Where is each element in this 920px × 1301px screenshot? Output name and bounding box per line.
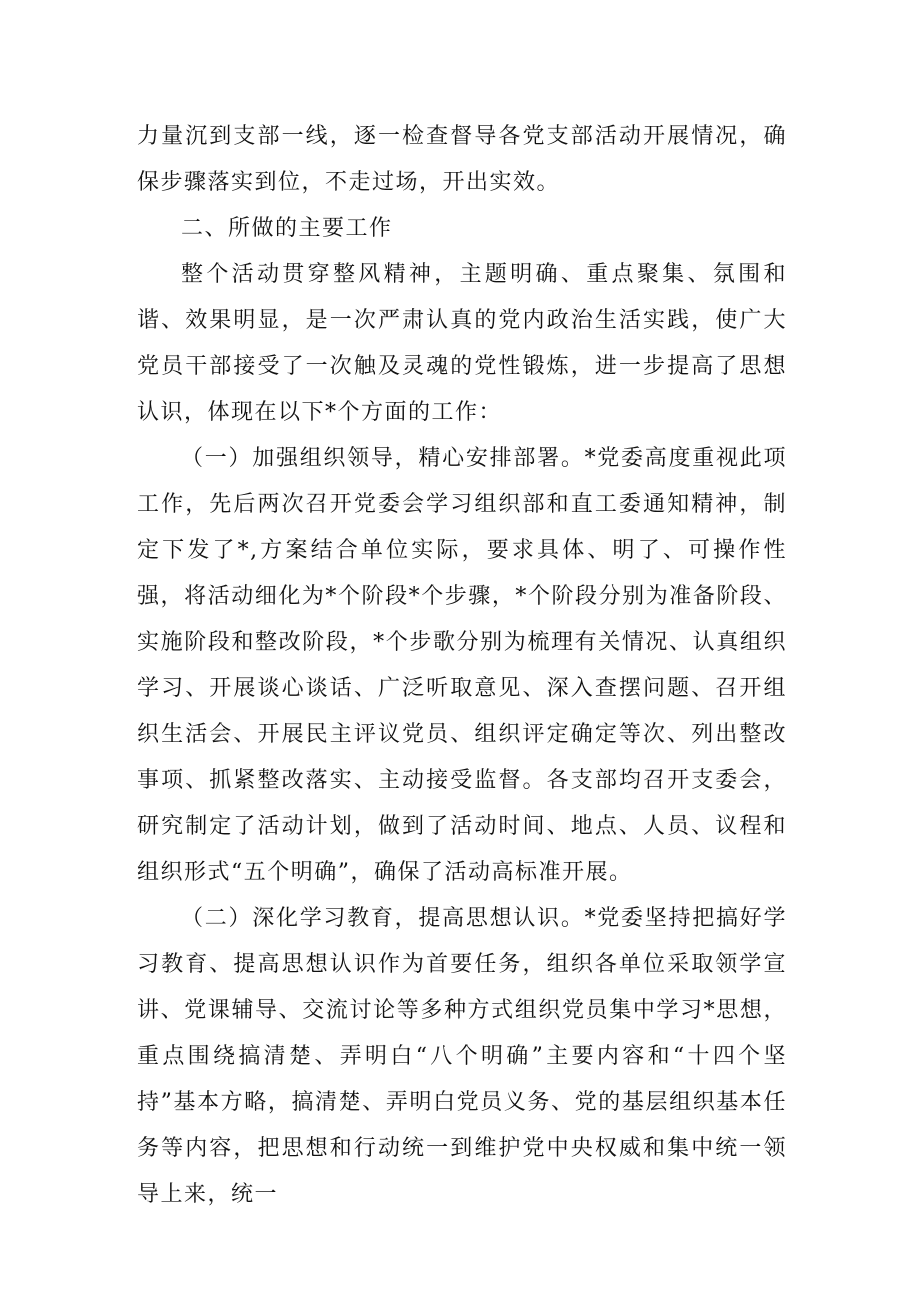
paragraph-intro: 整个活动贯穿整风精神，主题明确、重点聚集、氛围和谐、效果明显，是一次严肃认真的党内政治生活实践，使广大党员干部接受了一次触及灵魂的党性锻炼，进一步提高了思想认识，体现在以下*个方面的工作： bbox=[137, 262, 787, 425]
paragraph-item-2: （二）深化学习教育，提高思想认识。*党委坚持把搞好学习教育、提高思想认识作为首要任务，组织各单位采取领学宣讲、党课辅导、交流讨论等多种方式组织党员集中学习*思想，重点围绕搞清楚、弄明白“八个明确”主要内容和“十四个坚持”基本方略，搞清楚、弄明白党员义务、党的基层组织基本任务等内容，把思想和行动统一到维护党中央权威和集中统一领导上来，统一 bbox=[137, 906, 787, 1207]
section-heading: 二、所做的主要工作 bbox=[181, 216, 393, 241]
paragraph-item-1: （一）加强组织领导，精心安排部署。*党委高度重视此项工作，先后两次召开党委会学习组织部和直工委通知精神，制定下发了*,方案结合单位实际，要求具体、明了、可操作性强，将活动细化为*个阶段*个步骤，*个阶段分别为准备阶段、实施阶段和整改阶段，*个步歌分别为梳理有关情况、认真组织学习、开展谈心谈话、广泛听取意见、深入查摆问题、召开组织生活会、开展民主评议党员、组织评定确定等次、列出整改事项、抓紧整改落实、主动接受监督。各支部均召开支委会，研究制定了活动计划，做到了活动时间、地点、人员、议程和组织形式“五个明确”，确保了活动高标准开展。 bbox=[137, 446, 787, 885]
document-body bbox=[137, 114, 787, 1218]
paragraph-continuation: 力量沉到支部一线，逐一检查督导各党支部活动开展情况，确保步骤落实到位，不走过场，开出实效。 bbox=[137, 124, 787, 195]
